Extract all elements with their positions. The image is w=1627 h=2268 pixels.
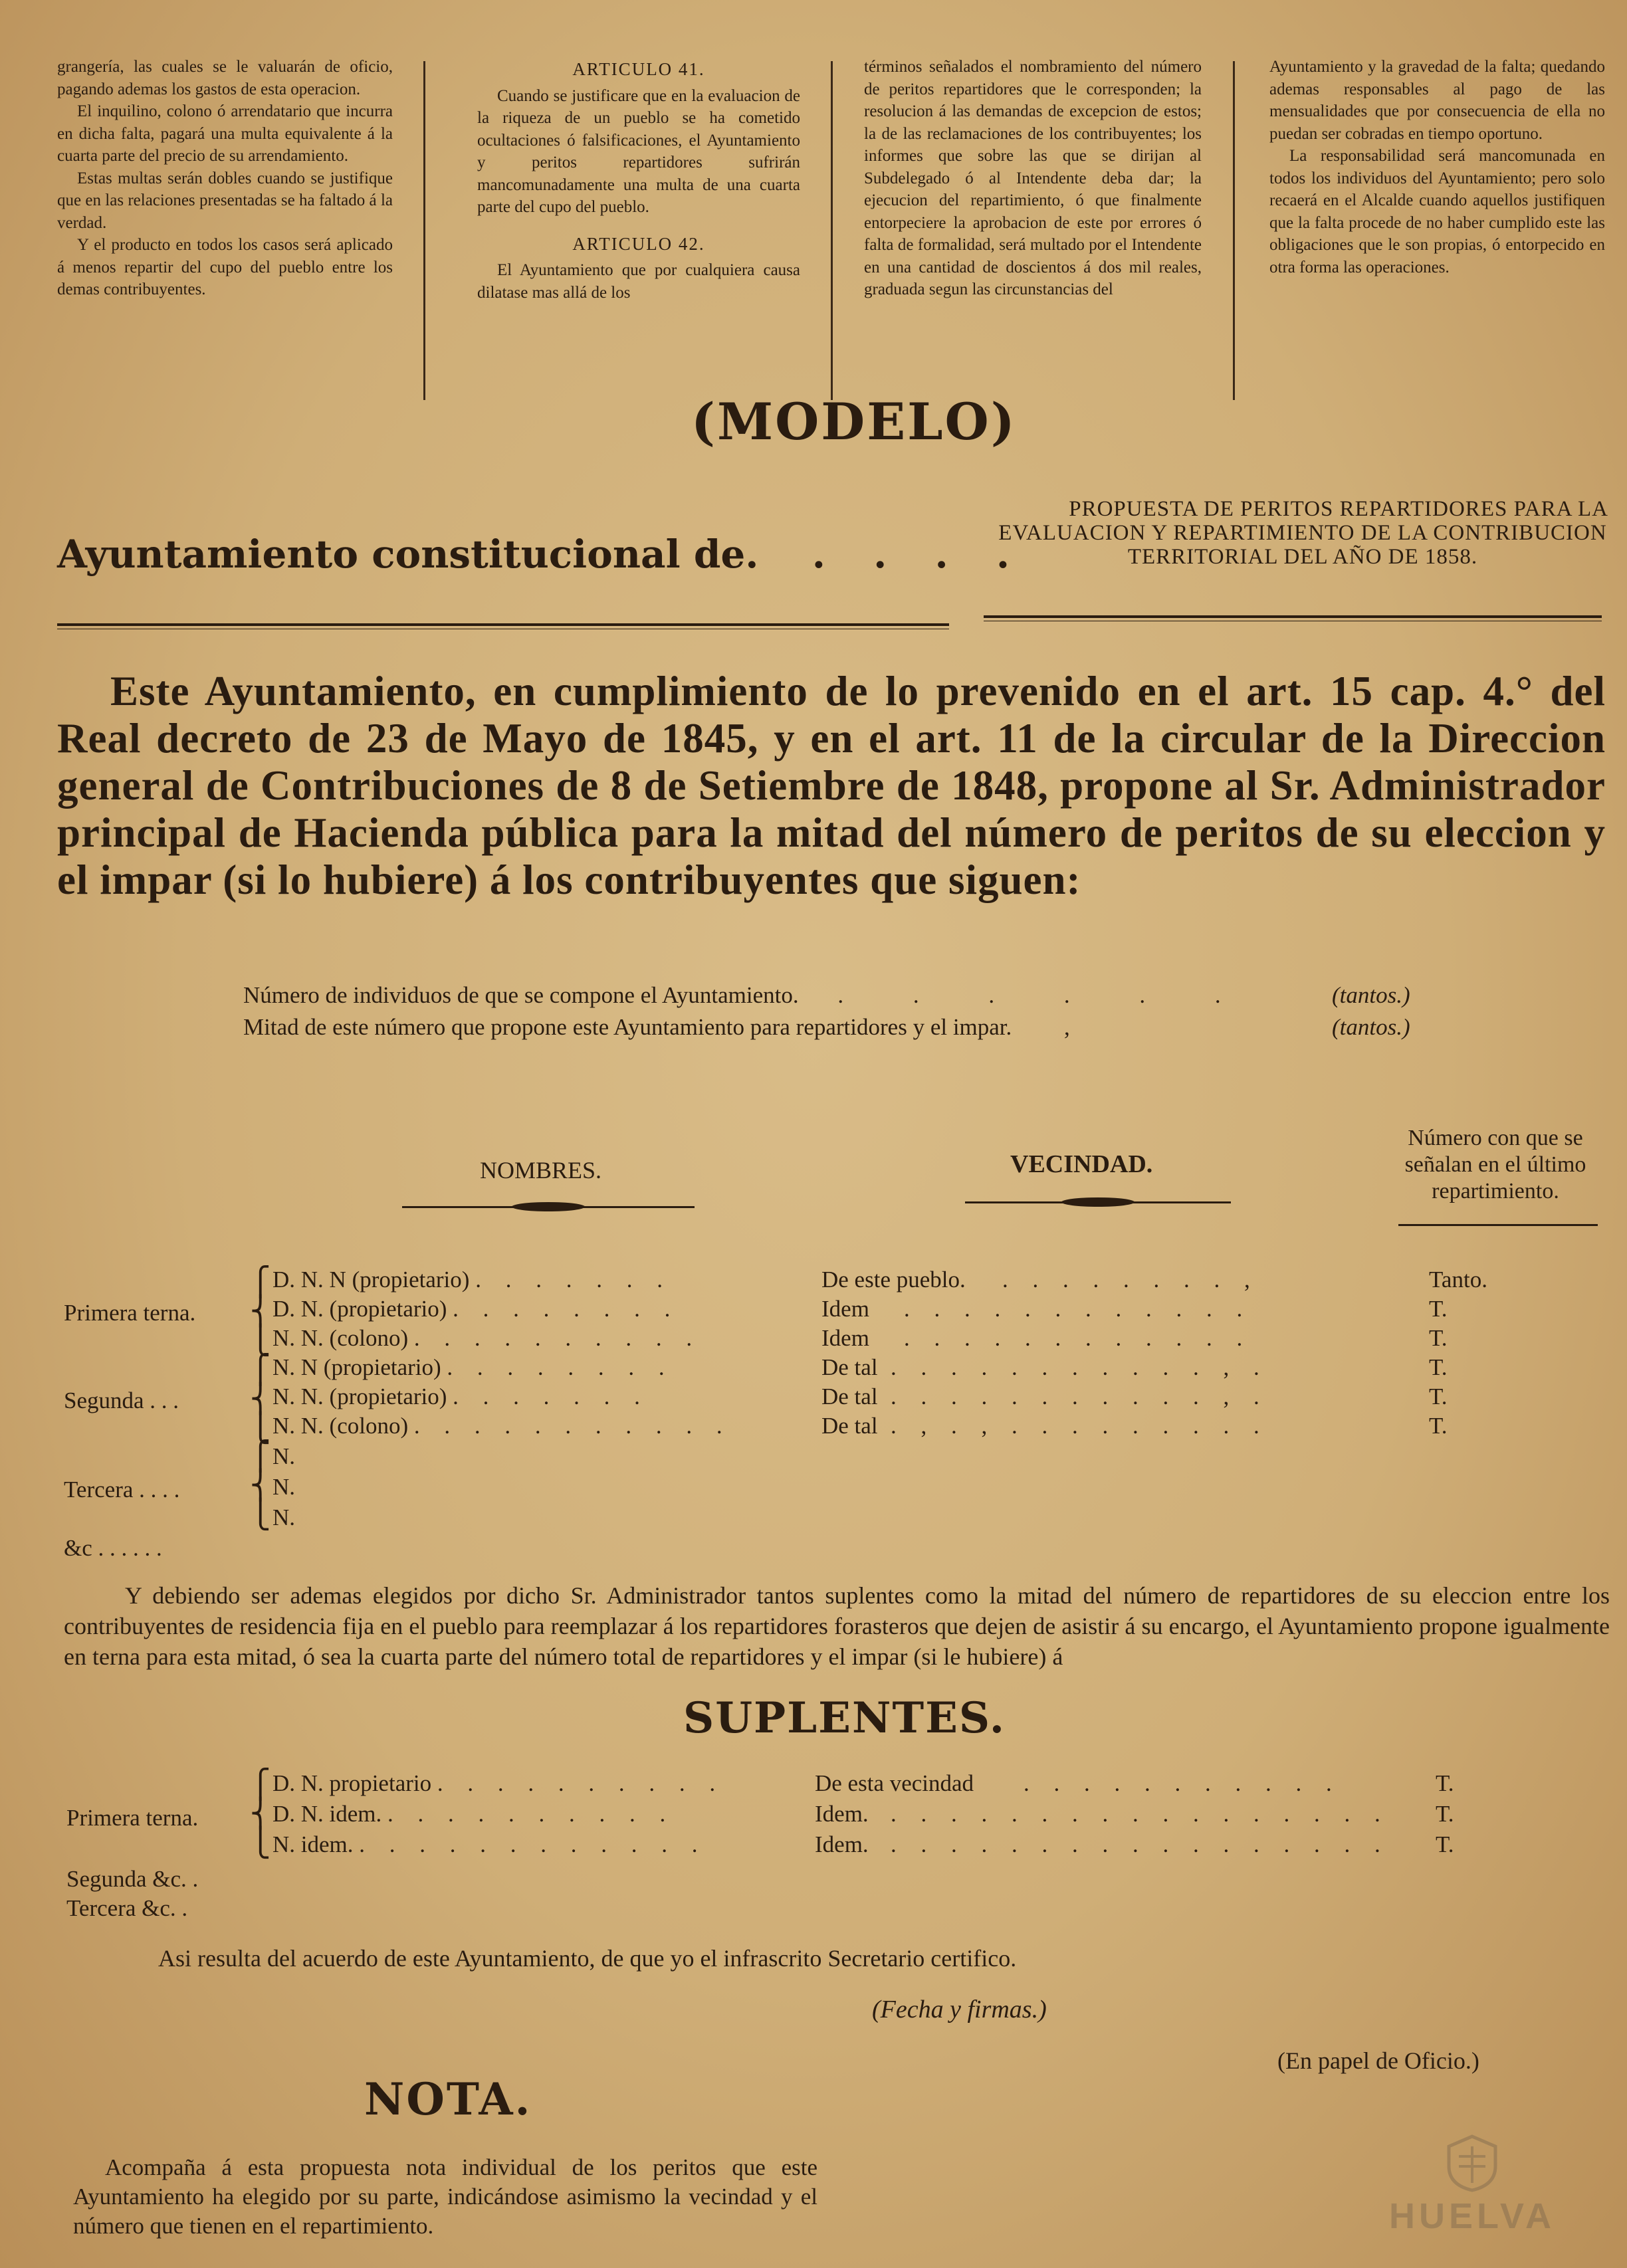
propuesta-line2: EVALUACION Y REPARTIMIENTO DE LA CONTRIBUCION (998, 521, 1607, 545)
table-row-vecindad: De tal (821, 1384, 878, 1409)
left-rule (57, 623, 949, 626)
ayuntamiento-text: Ayuntamiento constitucional de. (57, 532, 759, 577)
ayuntamiento-heading (57, 532, 1027, 577)
label-segunda-etc: Segunda &c. . (66, 1866, 199, 1892)
brace-primera: ⎧ ⎨ ⎩ (250, 1267, 271, 1356)
propuesta-line3: TERRITORIAL DEL AÑO DE 1858. (1127, 545, 1478, 569)
table-row-num: T. (1429, 1354, 1448, 1380)
brace-suplentes: ⎧ ⎨ ⎩ (250, 1770, 271, 1859)
column-divider (423, 61, 425, 400)
suplentes-row-vecindad: Idem. (815, 1831, 869, 1857)
suplentes-row: D. N. idem. . . . . . . . . . . (272, 1801, 675, 1827)
suplentes-row: D. N. propietario . . . . . . . . . . (272, 1770, 725, 1796)
table-row: N. N. (propietario) . . . . . . . (272, 1384, 649, 1409)
column-divider (1233, 61, 1235, 400)
table-row-dots: . . . . . . . . . . . , . (891, 1384, 1269, 1409)
table-row-num: T. (1429, 1384, 1448, 1409)
col4-paragraph: La responsabilidad será mancomunada en todos los individuos del Ayuntamiento; pero solo recaerá en el Alcalde cuando aquellos justifiquen que la falta procede de no haber cumplido este las obligaciones que le son propias, ó entorpecido en otra forma las operaciones. (1269, 147, 1605, 276)
suplentes-row-num: T. (1436, 1801, 1454, 1827)
nombres-ornament (402, 1206, 695, 1208)
nota-text: Acompaña á esta propuesta nota individual de los peritos que este Ayuntamiento ha elegido por su parte, indicándose asimismo la vecindad y el número que tienen en el repartimiento. (73, 2154, 817, 2239)
library-seal-watermark (1362, 2133, 1582, 2253)
label-tercera: Tercera . . . . (64, 1477, 180, 1502)
header-vecindad: VECINDAD. (1010, 1150, 1153, 1178)
label-etc: &c . . . . . . (64, 1535, 162, 1561)
table-row: D. N. N (propietario) . . . . . . . (272, 1267, 672, 1292)
table-row-dots: . . . . . . . . . . . , . (891, 1354, 1269, 1380)
column-2 (477, 58, 800, 304)
brace-tercera: ⎧ ⎨ ⎩ (250, 1441, 271, 1530)
table-row-vecindad: Idem (821, 1325, 869, 1351)
tercera-row: N. (272, 1504, 296, 1530)
label-primera-terna: Primera terna. (64, 1300, 196, 1326)
fecha-firmas: (Fecha y firmas.) (872, 1996, 1047, 2023)
numero-line-1-value: (tantos.) (1332, 982, 1410, 1008)
suplentes-row-dots: . . . . . . . . . . . . . . . . . (891, 1801, 1390, 1827)
column-4 (1269, 56, 1605, 278)
suplentes-row-dots: . . . . . . . . . . . (1024, 1770, 1341, 1796)
suplentes-intro: Y debiendo ser ademas elegidos por dicho Sr. Administrador tantos suplentes como la mitad del número de repartidores de su eleccion entre los contribuyentes de residencia fija en el pueblo para reemplazar á los repartidores forasteros que dejen de asistir á su encargo, el Ayuntamiento propone igualmente en terna para esta mitad, ó sea la cuarta parte del número total de repartidores y el impar (si le hubiere) á (64, 1582, 1610, 1670)
col1-paragraph: grangería, las cuales se le valuarán de oficio, pagando ademas los gastos de esta operacion. (57, 58, 393, 98)
right-rule (984, 615, 1602, 618)
table-row-vecindad: De tal (821, 1354, 878, 1380)
papel-oficio: (En papel de Oficio.) (1277, 2047, 1479, 2074)
table-row-dots: . , . , . . . . . . . . . (891, 1413, 1269, 1439)
label-segunda: Segunda . . . (64, 1388, 179, 1413)
numero-line-2-value: (tantos.) (1332, 1014, 1410, 1040)
numero-line-2: Mitad de este número que propone este Ayuntamiento para repartidores y el impar. , (243, 1014, 1070, 1040)
col1-paragraph: El inquilino, colono ó arrendatario que incurra en dicha falta, pagará una multa equivalente á la cuarta parte del precio de su arrendamiento. (57, 102, 393, 165)
tercera-row: N. (272, 1443, 296, 1469)
brace-segunda: ⎧ ⎨ ⎩ (250, 1355, 271, 1444)
numero-line-1: Número de individuos de que se compone el Ayuntamiento. . . . . . . (243, 982, 1253, 1008)
table-row: N. N. (colono) . . . . . . . . . . (272, 1325, 702, 1351)
col4-paragraph: Ayuntamiento y la gravedad de la falta; quedando ademas responsables al pago de las mensualidades que por consecuencia de ella no puedan ser cobradas en tiempo oportuno. (1269, 58, 1605, 143)
column-3 (864, 56, 1202, 301)
article-42-title: ARTICULO 42. (572, 233, 705, 254)
intro-paragraph: Este Ayuntamiento, en cumplimiento de lo prevenido en el art. 15 cap. 4.° del Real decreto de 23 de Mayo de 1845, y en el art. 11 de la circular de la Direccion general de Contribuciones de 8 de Setiembre de 1848, propone al Sr. Administrador principal de Hacienda pública para la mitad del número de peritos de su eleccion y el impar (si lo hubiere) á los contribuyentes que siguen: (57, 668, 1606, 903)
table-row-vecindad: De tal (821, 1413, 878, 1439)
nota-title: NOTA. (364, 2073, 532, 2125)
asi-resulta: Asi resulta del acuerdo de este Ayuntamiento, de que yo el infrascrito Secretario certifico. (158, 1945, 1017, 1972)
table-row-vecindad: De este pueblo. (821, 1267, 966, 1292)
label-tercera-etc: Tercera &c. . (66, 1895, 188, 1921)
header-nombres: NOMBRES. (480, 1157, 602, 1184)
table-row: N. N. (colono) . . . . . . . . . . . (272, 1413, 732, 1439)
col1-paragraph: Estas multas serán dobles cuando se justifique que en las relaciones presentadas se ha faltado á la verdad. (57, 169, 393, 232)
suplentes-row-num: T. (1436, 1770, 1454, 1796)
table-row-num: T. (1429, 1296, 1448, 1322)
vecindad-ornament (965, 1201, 1231, 1203)
table-row-num: Tanto. (1429, 1267, 1487, 1292)
ayuntamiento-dots: . . . . (812, 532, 1028, 577)
column-divider (831, 61, 833, 400)
header-numero: Número con que se señalan en el último repartimiento. (1404, 1126, 1586, 1203)
table-row: D. N. (propietario) . . . . . . . . (272, 1296, 680, 1322)
table-row-num: T. (1429, 1413, 1448, 1439)
suplentes-title: SUPLENTES. (683, 1693, 1006, 1743)
table-row: N. N (propietario) . . . . . . . . (272, 1354, 674, 1380)
table-row-dots: . . . . . . . . . . . . (904, 1296, 1252, 1322)
numero-rule (1398, 1224, 1598, 1226)
label-suplentes-primera: Primera terna. (66, 1805, 199, 1831)
article-41-text: Cuando se justificare que en la evaluacion de la riqueza de un pueblo se ha cometido ocultaciones ó falsificaciones, el Ayuntamiento y peritos repartidores sufrirán mancomunadamente una multa de una cuarta parte del cupo del pueblo. (477, 86, 800, 216)
article-41-title: ARTICULO 41. (572, 59, 705, 79)
article-42-text: El Ayuntamiento que por cualquiera causa dilatase mas allá de los (477, 261, 800, 302)
table-row-vecindad: Idem (821, 1296, 869, 1322)
tercera-row: N. (272, 1474, 296, 1500)
column-1 (57, 56, 393, 301)
suplentes-row-vecindad: Idem. (815, 1801, 869, 1827)
col1-paragraph: Y el producto en todos los casos será aplicado á menos repartir del cupo del pueblo entre los demas contribuyentes. (57, 236, 393, 298)
crest-icon (1442, 2133, 1502, 2193)
seal-text: HUELVA (1389, 2196, 1555, 2236)
modelo-title: (MODELO) (691, 392, 1017, 451)
suplentes-row-vecindad: De esta vecindad (815, 1770, 974, 1796)
propuesta-line1: PROPUESTA DE PERITOS REPARTIDORES PARA LA (1069, 497, 1608, 521)
suplentes-row-num: T. (1436, 1831, 1454, 1857)
suplentes-row: N. idem. . . . . . . . . . . . . (272, 1831, 707, 1857)
table-row-dots: . . . . . . . . , (1002, 1267, 1259, 1292)
table-row-dots: . . . . . . . . . . . . (904, 1325, 1252, 1351)
suplentes-row-dots: . . . . . . . . . . . . . . . . . (891, 1831, 1390, 1857)
col3-paragraph: términos señalados el nombramiento del número de peritos repartidores que le corresponden; la resolucion á las demandas de excepcion de estos; la de las reclamaciones de los contribuyentes; los informes que sobre las que se dirijan al Subdelegado ó al Intendente deba dar; la ejecucion del repartimiento, ó que finalmente entorpeciere la aprobacion de este por errores ó falta de formalidad, será multado por el Intendente en una cantidad de doscientos á dos mil reales, graduada segun las circunstancias del (864, 58, 1202, 298)
propuesta-heading (997, 497, 1608, 569)
table-row-num: T. (1429, 1325, 1448, 1351)
